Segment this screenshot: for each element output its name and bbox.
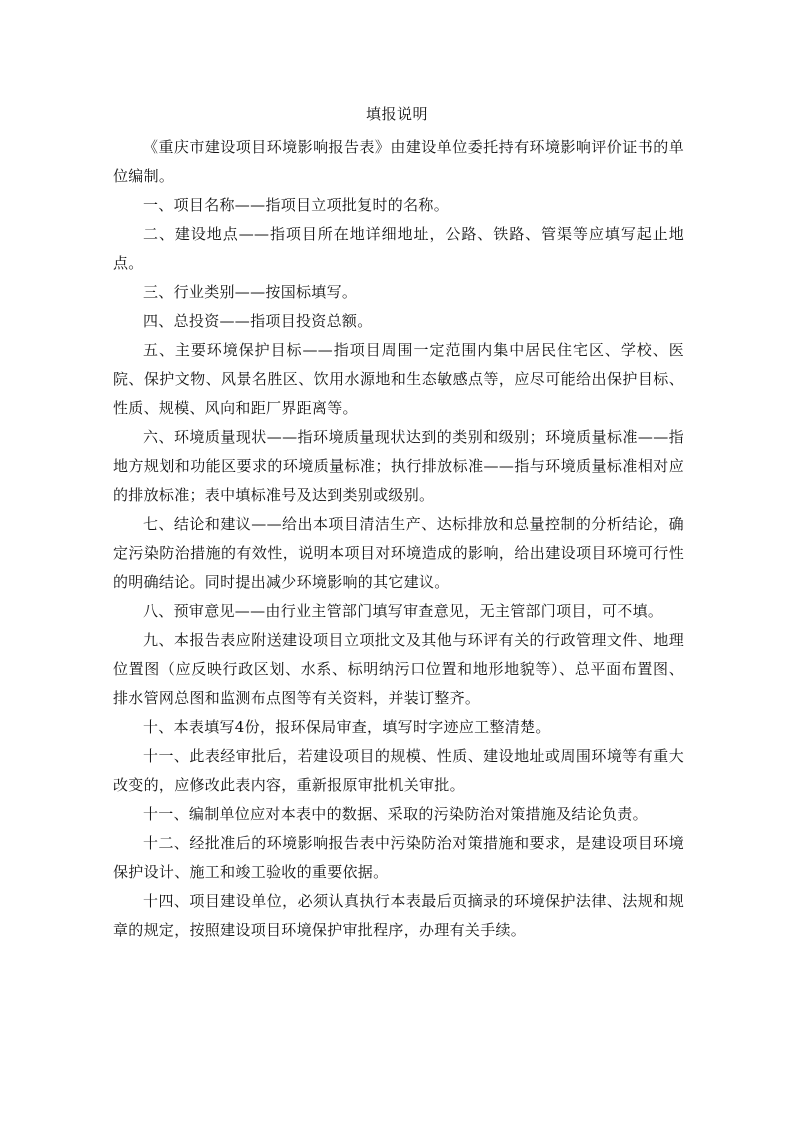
paragraph-item-1: 一、项目名称——指项目立项批复时的名称。 <box>143 196 450 214</box>
paragraph-item-8: 八、预审意见——由行业主管部门填写审查意见，无主管部门项目，可不填。 <box>143 602 664 620</box>
paragraph-item-11a: 十一、此表经审批后，若建设项目的规模、性质、建设地址或周围环境等有重大改变的，应修改此表内容，重新报原审批机关审批。 <box>113 747 684 794</box>
document-body <box>113 133 684 945</box>
paragraph-item-6: 六、环境质量现状——指环境质量现状达到的类别和级别；环境质量标准——指地方规划和功能区要求的环境质量标准；执行排放标准——指与环境质量标准相对应的排放标准；表中填标准号及达到类别或级别。 <box>113 428 684 504</box>
paragraph-item-2: 二、建设地点——指项目所在地详细地址，公路、铁路、管渠等应填写起止地点。 <box>113 225 684 272</box>
paragraph-item-11b: 十一、编制单位应对本表中的数据、采取的污染防治对策措施及结论负责。 <box>143 805 648 823</box>
paragraph-item-7: 七、结论和建议——给出本项目清洁生产、达标排放和总量控制的分析结论，确定污染防治措施的有效性，说明本项目对环境造成的影响，给出建设项目环境可行性的明确结论。同时提出减少环境影响的其它建议。 <box>113 515 684 591</box>
paragraph-intro: 《重庆市建设项目环境影响报告表》由建设单位委托持有环境影响评价证书的单位编制。 <box>113 138 684 185</box>
document-title: 填报说明 <box>365 105 428 123</box>
paragraph-item-3: 三、行业类别——按国标填写。 <box>143 283 358 301</box>
paragraph-item-10: 十、本表填写4份，报环保局审查，填写时字迹应工整清楚。 <box>143 718 551 736</box>
paragraph-item-5: 五、主要环境保护目标——指项目周围一定范围内集中居民住宅区、学校、医院、保护文物、风景名胜区、饮用水源地和生态敏感点等，应尽可能给出保护目标、性质、规模、风向和距厂界距离等。 <box>113 341 684 417</box>
paragraph-item-14: 十四、项目建设单位，必须认真执行本表最后页摘录的环境保护法律、法规和规章的规定，按照建设项目环境保护审批程序，办理有关手续。 <box>113 892 684 939</box>
paragraph-item-4: 四、总投资——指项目投资总额。 <box>143 312 373 330</box>
paragraph-item-9: 九、本报告表应附送建设项目立项批文及其他与环评有关的行政管理文件、地理位置图（应反映行政区划、水系、标明纳污口位置和地形地貌等）、总平面布置图、排水管网总图和监测布点图等有关资料，并装订整齐。 <box>113 631 684 707</box>
paragraph-item-12: 十二、经批准后的环境影响报告表中污染防治对策措施和要求，是建设项目环境保护设计、施工和竣工验收的重要依据。 <box>113 834 684 881</box>
